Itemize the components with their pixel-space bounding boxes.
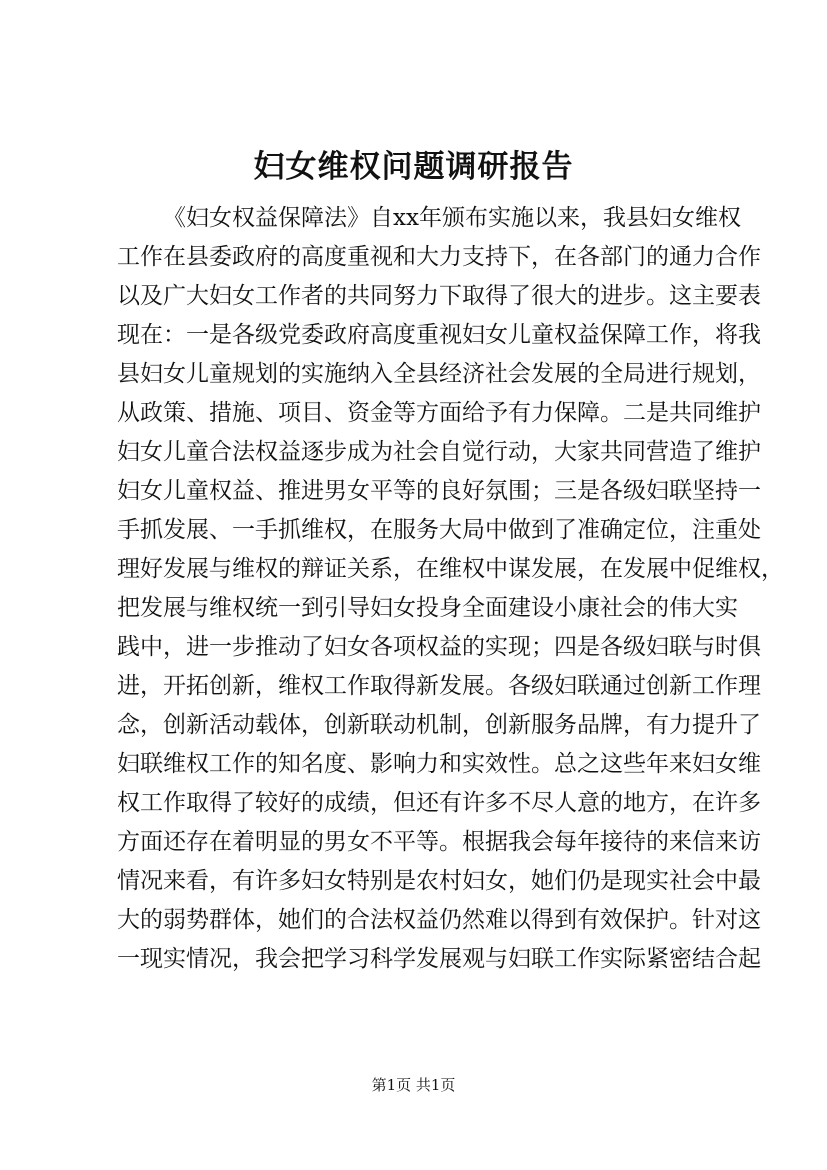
body-line: 以及广大妇女工作者的共同努力下取得了很大的进步。这主要表 (117, 283, 761, 309)
body-line: 《妇女权益保障法》自xx年颁布实施以来，我县妇女维权 (163, 205, 741, 231)
body-line: 妇联维权工作的知名度、影响力和实效性。总之这些年来妇女维 (117, 751, 761, 777)
body-line: 工作在县委政府的高度重视和大力支持下，在各部门的通力合作 (117, 244, 761, 270)
page-number: 第1页 共1页 (371, 1076, 456, 1094)
body-line: 情况来看，有许多妇女特别是农村妇女，她们仍是现实社会中最 (117, 868, 761, 894)
body-line: 方面还存在着明显的男女不平等。根据我会每年接待的来信来访 (117, 829, 761, 855)
body-line: 念，创新活动载体，创新联动机制，创新服务品牌，有力提升了 (117, 712, 761, 738)
body-line: 权工作取得了较好的成绩，但还有许多不尽人意的地方，在许多 (117, 790, 761, 816)
body-line: 践中，进一步推动了妇女各项权益的实现；四是各级妇联与时俱 (117, 634, 761, 660)
body-line: 一现实情况，我会把学习科学发展观与妇联工作实际紧密结合起 (117, 946, 761, 972)
body-line: 妇女儿童权益、推进男女平等的良好氛围；三是各级妇联坚持一 (117, 478, 761, 504)
document-body (117, 199, 784, 979)
body-line: 大的弱势群体，她们的合法权益仍然难以得到有效保护。针对这 (117, 907, 761, 933)
body-line: 从政策、措施、项目、资金等方面给予有力保障。二是共同维护 (117, 400, 761, 426)
body-line: 理好发展与维权的辩证关系，在维权中谋发展，在发展中促维权， (117, 556, 784, 582)
body-line: 进，开拓创新，维权工作取得新发展。各级妇联通过创新工作理 (117, 673, 761, 699)
body-line: 现在：一是各级党委政府高度重视妇女儿童权益保障工作，将我 (117, 322, 761, 348)
document-title: 妇女维权问题调研报告 (253, 149, 574, 185)
body-line: 妇女儿童合法权益逐步成为社会自觉行动，大家共同营造了维护 (117, 439, 761, 465)
body-line: 把发展与维权统一到引导妇女投身全面建设小康社会的伟大实 (117, 595, 738, 621)
body-line: 手抓发展、一手抓维权，在服务大局中做到了准确定位，注重处 (117, 517, 761, 543)
body-line: 县妇女儿童规划的实施纳入全县经济社会发展的全局进行规划， (117, 361, 761, 387)
